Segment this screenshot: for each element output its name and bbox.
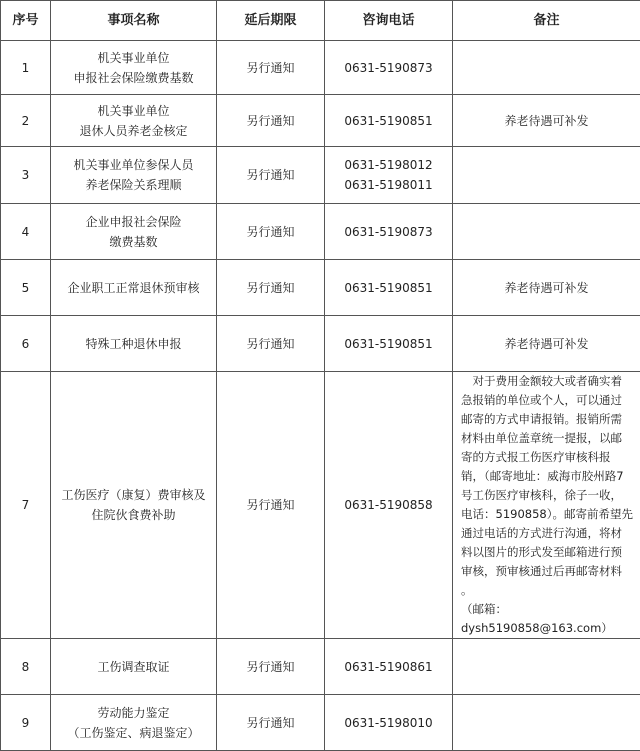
cell-item bbox=[51, 372, 217, 639]
cell-index: 3 bbox=[1, 147, 51, 204]
item-line: 企业职工正常退休预审核 bbox=[55, 278, 212, 298]
table-row bbox=[1, 639, 640, 695]
cell-phone bbox=[325, 41, 453, 95]
header-deadline: 延后期限 bbox=[217, 1, 325, 41]
phone-line: 0631-5190861 bbox=[329, 657, 448, 677]
cell-phone bbox=[325, 695, 453, 751]
note-line: 料以图片的形式发至邮箱进行预 bbox=[461, 543, 634, 562]
table-row bbox=[1, 95, 640, 147]
table-row bbox=[1, 41, 640, 95]
cell-index: 2 bbox=[1, 95, 51, 147]
cell-note bbox=[453, 41, 640, 95]
note-line: 急报销的单位或个人，可以通过 bbox=[461, 391, 634, 410]
cell-index: 8 bbox=[1, 639, 51, 695]
item-line: 机关事业单位参保人员 bbox=[55, 155, 212, 175]
note-line: 寄的方式报工伤医疗审核科报 bbox=[461, 448, 634, 467]
table-row bbox=[1, 695, 640, 751]
item-line: 机关事业单位 bbox=[55, 101, 212, 121]
cell-item bbox=[51, 204, 217, 260]
phone-line: 0631-5190851 bbox=[329, 278, 448, 298]
cell-item bbox=[51, 316, 217, 372]
cell-deadline: 另行通知 bbox=[217, 316, 325, 372]
cell-note: 养老待遇可补发 bbox=[453, 95, 640, 147]
cell-deadline: 另行通知 bbox=[217, 260, 325, 316]
item-line: 住院伙食费补助 bbox=[55, 505, 212, 525]
cell-index: 7 bbox=[1, 372, 51, 639]
item-line: 工伤医疗（康复）费审核及 bbox=[55, 485, 212, 505]
item-line: 特殊工种退休申报 bbox=[55, 334, 212, 354]
phone-line: 0631-5190851 bbox=[329, 111, 448, 131]
phone-line: 0631-5190873 bbox=[329, 222, 448, 242]
cell-note bbox=[453, 695, 640, 751]
cell-deadline: 另行通知 bbox=[217, 204, 325, 260]
item-line: 机关事业单位 bbox=[55, 48, 212, 68]
cell-phone bbox=[325, 639, 453, 695]
cell-item bbox=[51, 639, 217, 695]
phone-line: 0631-5198011 bbox=[329, 175, 448, 195]
cell-item bbox=[51, 41, 217, 95]
header-row bbox=[1, 1, 640, 41]
header-item: 事项名称 bbox=[51, 1, 217, 41]
note-line: 销，（邮寄地址：威海市胶州路7 bbox=[461, 467, 634, 486]
note-line: 审核，预审核通过后再邮寄材料 bbox=[461, 562, 634, 581]
phone-line: 0631-5190873 bbox=[329, 58, 448, 78]
item-line: 申报社会保险缴费基数 bbox=[55, 68, 212, 88]
cell-note: 养老待遇可补发 bbox=[453, 260, 640, 316]
cell-item bbox=[51, 260, 217, 316]
note-line: 邮寄的方式申请报销。报销所需 bbox=[461, 410, 634, 429]
cell-deadline: 另行通知 bbox=[217, 372, 325, 639]
cell-phone bbox=[325, 204, 453, 260]
table-row bbox=[1, 372, 640, 639]
item-line: 企业申报社会保险 bbox=[55, 212, 212, 232]
cell-item bbox=[51, 695, 217, 751]
note-line: 号工伤医疗审核科，徐子一收， bbox=[461, 486, 634, 505]
item-line: 工伤调查取证 bbox=[55, 657, 212, 677]
note-line: 通过电话的方式进行沟通，将材 bbox=[461, 524, 634, 543]
cell-deadline: 另行通知 bbox=[217, 639, 325, 695]
cell-index: 9 bbox=[1, 695, 51, 751]
table-row bbox=[1, 260, 640, 316]
cell-index: 6 bbox=[1, 316, 51, 372]
note-line: 电话：5190858）。邮寄前希望先 bbox=[461, 505, 634, 524]
header-phone: 咨询电话 bbox=[325, 1, 453, 41]
cell-index: 5 bbox=[1, 260, 51, 316]
table-row bbox=[1, 147, 640, 204]
item-line: 劳动能力鉴定 bbox=[55, 703, 212, 723]
header-index: 序号 bbox=[1, 1, 51, 41]
table-row bbox=[1, 204, 640, 260]
cell-phone bbox=[325, 316, 453, 372]
cell-phone bbox=[325, 372, 453, 639]
note-email-line: （邮箱：dysh5190858@163.com） bbox=[461, 600, 634, 638]
cell-index: 4 bbox=[1, 204, 51, 260]
cell-deadline: 另行通知 bbox=[217, 41, 325, 95]
phone-line: 0631-5198010 bbox=[329, 713, 448, 733]
note-line: 材料由单位盖章统一提报，以邮 bbox=[461, 429, 634, 448]
item-line: 养老保险关系理顺 bbox=[55, 175, 212, 195]
table-row bbox=[1, 316, 640, 372]
phone-line: 0631-5190851 bbox=[329, 334, 448, 354]
cell-note bbox=[453, 147, 640, 204]
cell-note: 养老待遇可补发 bbox=[453, 316, 640, 372]
cell-note bbox=[453, 204, 640, 260]
note-line: 。 bbox=[461, 581, 634, 600]
cell-phone bbox=[325, 147, 453, 204]
note-line: 对于费用金额较大或者确实着 bbox=[461, 372, 634, 391]
cell-deadline: 另行通知 bbox=[217, 695, 325, 751]
phone-line: 0631-5198012 bbox=[329, 155, 448, 175]
cell-deadline: 另行通知 bbox=[217, 147, 325, 204]
phone-line: 0631-5190858 bbox=[329, 495, 448, 515]
item-line: （工伤鉴定、病退鉴定） bbox=[55, 723, 212, 743]
cell-deadline: 另行通知 bbox=[217, 95, 325, 147]
item-line: 退休人员养老金核定 bbox=[55, 121, 212, 141]
cell-index: 1 bbox=[1, 41, 51, 95]
header-note: 备注 bbox=[453, 1, 640, 41]
cell-item bbox=[51, 147, 217, 204]
cell-item bbox=[51, 95, 217, 147]
cell-note-mail-instructions bbox=[453, 372, 640, 639]
cell-phone bbox=[325, 95, 453, 147]
item-line: 缴费基数 bbox=[55, 232, 212, 252]
cell-note bbox=[453, 639, 640, 695]
cell-phone bbox=[325, 260, 453, 316]
